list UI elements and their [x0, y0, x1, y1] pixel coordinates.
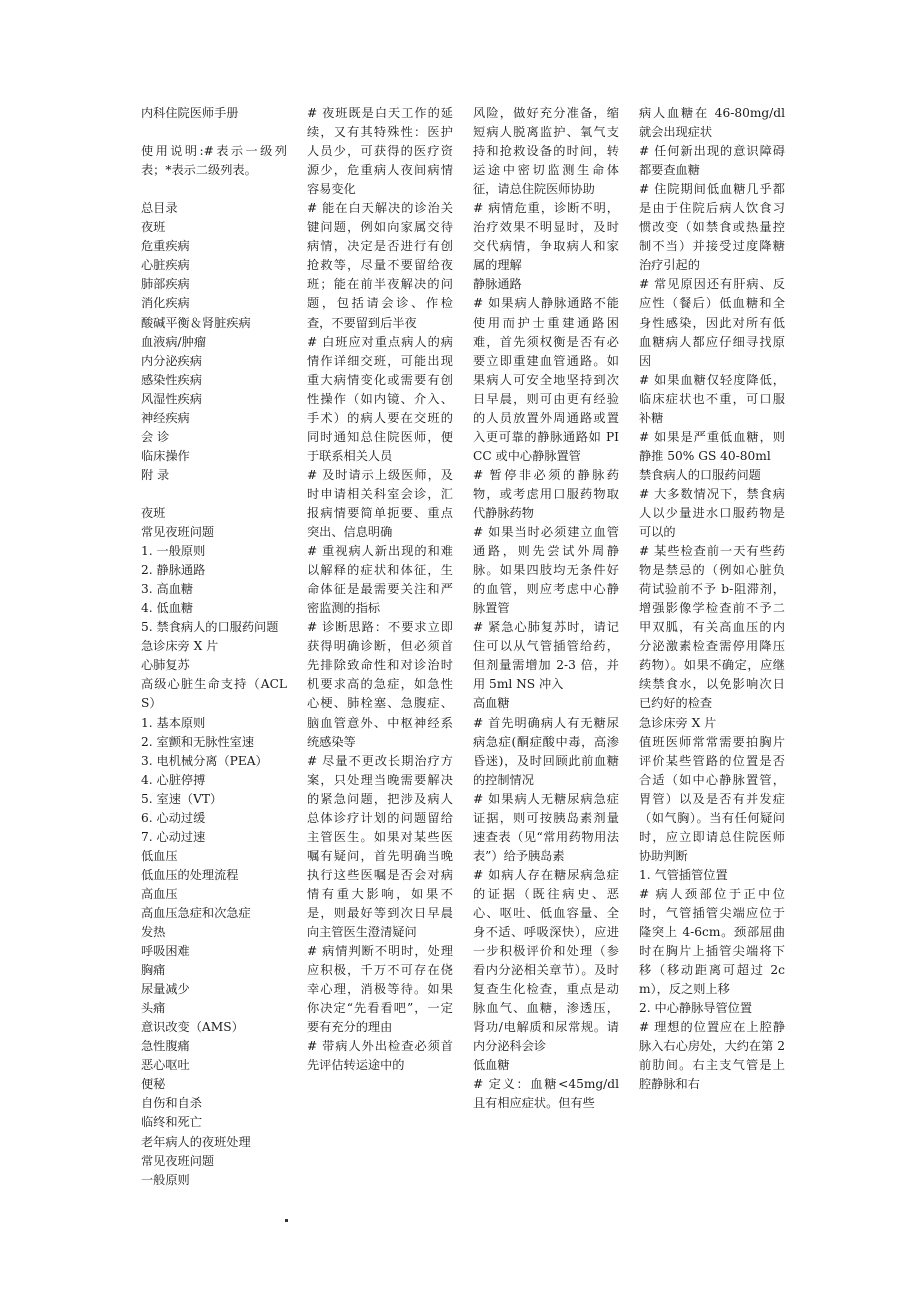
text-paragraph: 危重疾病	[141, 239, 190, 254]
text-paragraph: # 常见原因还有肝病、反应性（餐后）低血糖和全身性感染，因此对所有低血糖病人都应仔细寻找原因	[639, 277, 785, 368]
text-column-1	[141, 104, 287, 1190]
text-paragraph: # 如果当时必须建立血管通路，则先尝试外周静脉。如果四肢均无条件好的血管，则应考虑中心静脉置管	[473, 525, 619, 616]
text-paragraph: 1. 基本原则	[141, 715, 206, 730]
text-paragraph: 感染性疾病	[141, 372, 202, 387]
text-paragraph: 2. 中心静脉导管位置	[639, 1001, 753, 1016]
text-paragraph: # 病人颈部位于正中位时，气管插管尖端应位于隆突上 4-6cm。颈部屈曲时在胸片上插管尖端将下移（移动距离可超过 2cm），反之则上移	[639, 886, 785, 997]
text-paragraph: 7. 心动过速	[141, 829, 206, 844]
text-paragraph: 尿量减少	[141, 982, 190, 997]
text-paragraph: 内科住院医师手册	[141, 106, 239, 120]
text-paragraph: 3. 电机械分离（PEA）	[141, 753, 268, 768]
text-paragraph: 意识改变（AMS）	[141, 1020, 244, 1035]
text-paragraph: 高血压	[141, 886, 178, 901]
blank-line	[141, 180, 287, 199]
text-paragraph: 临终和死亡	[141, 1115, 202, 1130]
text-paragraph: # 定义：血糖<45mg/dl 且有相应症状。但有些	[473, 1077, 619, 1111]
text-paragraph: 1. 一般原则	[141, 544, 206, 559]
text-paragraph: 5. 室速（VT）	[141, 791, 223, 806]
text-paragraph: # 理想的位置应在上腔静脉入右心房处，大约在第 2 前肋间。右主支气管是上腔静脉和右	[639, 1020, 785, 1092]
text-column-3	[473, 104, 619, 1113]
text-paragraph: 5. 禁食病人的口服药问题	[141, 620, 279, 635]
text-paragraph: 夜班	[141, 505, 166, 520]
text-paragraph: # 首先明确病人有无糖尿病急症(酮症酸中毒，高渗昏迷)，及时回顾此前血糖的控制情况	[473, 715, 619, 787]
text-paragraph: 夜班	[141, 220, 166, 235]
text-paragraph: 恶心呕吐	[141, 1058, 190, 1073]
text-paragraph: 常见夜班问题	[141, 1153, 215, 1168]
text-paragraph: 高血糖	[473, 696, 510, 711]
text-paragraph: # 任何新出现的意识障碍都要查血糖	[639, 144, 785, 178]
text-paragraph: # 病情判断不明时，处理应积极，千万不可存在侥幸心理，消极等待。如果你决定“先看看吧”，一定要有充分的理由	[307, 944, 453, 1035]
text-paragraph: 急诊床旁 X 片	[639, 715, 717, 730]
text-paragraph: 会 诊	[141, 429, 170, 444]
text-paragraph: # 某些检查前一天有些药物是禁忌的（例如心脏负荷试验前不予 b-阻滞剂，增强影像学检查前不予二甲双胍，有关高血压的内分泌激素检查需停用降压药物）。如果不确定，应继续禁食水，以免影响次日已约好的检查	[639, 544, 785, 711]
text-paragraph: 胸痛	[141, 963, 166, 978]
text-paragraph: 一般原则	[141, 1172, 190, 1187]
text-paragraph: 常见夜班问题	[141, 525, 215, 540]
text-paragraph: 低血压的处理流程	[141, 867, 239, 882]
text-paragraph: 2. 室颤和无脉性室速	[141, 734, 255, 749]
text-paragraph: 呼吸困难	[141, 944, 190, 959]
text-paragraph: 总目录	[141, 201, 178, 216]
text-paragraph: 神经疾病	[141, 410, 190, 425]
text-paragraph: # 病情危重，诊断不明，治疗效果不明显时，及时交代病情，争取病人和家属的理解	[473, 201, 619, 273]
text-paragraph: # 暂停非必须的静脉药物，或考虑用口服药物取代静脉药物	[473, 467, 619, 520]
text-paragraph: 静脉通路	[473, 277, 522, 292]
text-paragraph: 急诊床旁 X 片	[141, 639, 219, 654]
text-paragraph: 4. 心脏停搏	[141, 772, 206, 787]
text-paragraph: 血液病/肿瘤	[141, 334, 207, 349]
text-paragraph: 内分泌疾病	[141, 353, 202, 368]
text-paragraph: 风湿性疾病	[141, 391, 202, 406]
text-paragraph: 值班医师常常需要拍胸片评价某些管路的位置是否合适（如中心静脉置管，胃管）以及是否有并发症（如气胸）。当有任何疑问时，应立即请总住院医师协助判断	[639, 734, 785, 863]
blank-line	[141, 123, 287, 142]
text-paragraph: # 重视病人新出现的和难以解释的症状和体征，生命体征是最需要关注和严密监测的指标	[307, 544, 453, 616]
text-paragraph: # 夜班既是白天工作的延续，又有其特殊性：医护人员少，可获得的医疗资源少，危重病人夜间病情容易变化	[307, 106, 453, 197]
text-paragraph: 使用说明:#表示一级列表；*表示二级列表。	[141, 144, 287, 178]
text-paragraph: # 及时请示上级医师，及时申请相关科室会诊，汇报病情要简单扼要、重点突出、信息明确	[307, 467, 453, 540]
text-paragraph: 高血压急症和次急症	[141, 905, 251, 920]
text-column-2	[307, 104, 453, 1075]
text-paragraph: # 带病人外出检查必须首先评估转运途中的	[307, 1039, 453, 1073]
text-paragraph: 6. 心动过缓	[141, 810, 206, 825]
text-paragraph: 1. 气管插管位置	[639, 867, 728, 882]
text-paragraph: # 如病人存在糖尿病急症的证据（既往病史、恶心、呕吐、低血容量、全身不适、呼吸深快），应进一步积极评价和处理（参看内分泌相关章节）。及时复查生化检查，重点是动脉血气、血糖，渗透压，肾功/电解质和尿常规。请内分泌科会诊	[473, 867, 619, 1054]
text-paragraph: 自伤和自杀	[141, 1096, 202, 1111]
text-paragraph: # 尽量不更改长期治疗方案，只处理当晚需要解决的紧急问题，把涉及病人总体诊疗计划的问题留给主管医生。如果对某些医嘱有疑问，首先明确当晚执行这些医嘱是否会对病情有重大影响，如果不是，则最好等到次日早晨向主管医生澄清疑问	[307, 753, 453, 940]
text-paragraph: 高级心脏生命支持（ACLS）	[141, 677, 287, 711]
text-columns-container	[141, 104, 786, 1190]
text-paragraph: 低血压	[141, 848, 178, 863]
text-paragraph: 低血糖	[473, 1058, 510, 1073]
text-paragraph: 风险，做好充分准备，缩短病人脱离监护、氧气支持和抢救设备的时间，转运途中密切监测生命体征，请总住院医师协助	[473, 106, 619, 197]
text-paragraph: 急性腹痛	[141, 1039, 190, 1054]
text-paragraph: # 大多数情况下，禁食病人以少量进水口服药物是可以的	[639, 486, 785, 540]
text-paragraph: 便秘	[141, 1077, 166, 1092]
text-paragraph: 3. 高血糖	[141, 582, 194, 597]
text-paragraph: # 如果是严重低血糖，则静推 50% GS 40-80ml	[639, 429, 785, 463]
text-column-4	[639, 104, 785, 1094]
text-paragraph: # 紧急心肺复苏时，请记住可以从气管插管给药，但剂量需增加 2-3 倍，并用 5ml NS 冲入	[473, 620, 619, 692]
text-paragraph: 肺部疾病	[141, 277, 190, 292]
text-paragraph: 消化疾病	[141, 296, 190, 311]
page-marker-dot	[285, 1219, 288, 1222]
text-paragraph: 头痛	[141, 1001, 166, 1016]
text-paragraph: # 白班应对重点病人的病情作详细交班，可能出现重大病情变化或需要有创性操作（如内镜、介入、手术）的病人要在交班的同时通知总住院医师，便于联系相关人员	[307, 334, 453, 463]
text-paragraph: 发热	[141, 925, 166, 940]
text-paragraph: # 能在白天解决的诊治关键问题，例如向家属交待病情，决定是否进行有创抢救等，尽量不要留给夜班；能在前半夜解决的问题，包括请会诊、作检查，不要留到后半夜	[307, 201, 453, 330]
text-paragraph: 4. 低血糖	[141, 601, 194, 616]
text-paragraph: 酸碱平衡＆肾脏疾病	[141, 315, 251, 330]
text-paragraph: 心肺复苏	[141, 658, 190, 673]
text-paragraph: 病人血糖在 46-80mg/dl 就会出现症状	[639, 106, 785, 140]
text-paragraph: # 诊断思路：不要求立即获得明确诊断，但必须首先排除致命性和对诊治时机要求高的急症，如急性心梗、肺栓塞、急腹症、脑血管意外、中枢神经系统感染等	[307, 620, 453, 749]
text-paragraph: # 如果病人静脉通路不能使用而护士重建通路困难，首先须权衡是否有必要立即重建血管通路。如果病人可安全地坚持到次日早晨，则可由更有经验的人员放置外周通路或置入更可靠的静脉通路如 PICC 或中心静脉置管	[473, 296, 619, 463]
text-paragraph: 临床操作	[141, 448, 190, 463]
text-paragraph: # 如果血糖仅轻度降低，临床症状也不重，可口服补糖	[639, 372, 785, 425]
text-paragraph: # 如果病人无糖尿病急症证据，则可按胰岛素剂量速查表（见“常用药物用法表”）给予胰岛素	[473, 791, 619, 863]
text-paragraph: 2. 静脉通路	[141, 563, 206, 578]
text-paragraph: 禁食病人的口服药问题	[639, 467, 761, 482]
text-paragraph: # 住院期间低血糖几乎都是由于住院后病人饮食习惯改变（如禁食或热量控制不当）并接受过度降糖治疗引起的	[639, 182, 785, 273]
text-paragraph: 心脏疾病	[141, 258, 190, 273]
text-paragraph: 老年病人的夜班处理	[141, 1134, 251, 1149]
blank-line	[141, 485, 287, 504]
text-paragraph: 附 录	[141, 467, 170, 482]
